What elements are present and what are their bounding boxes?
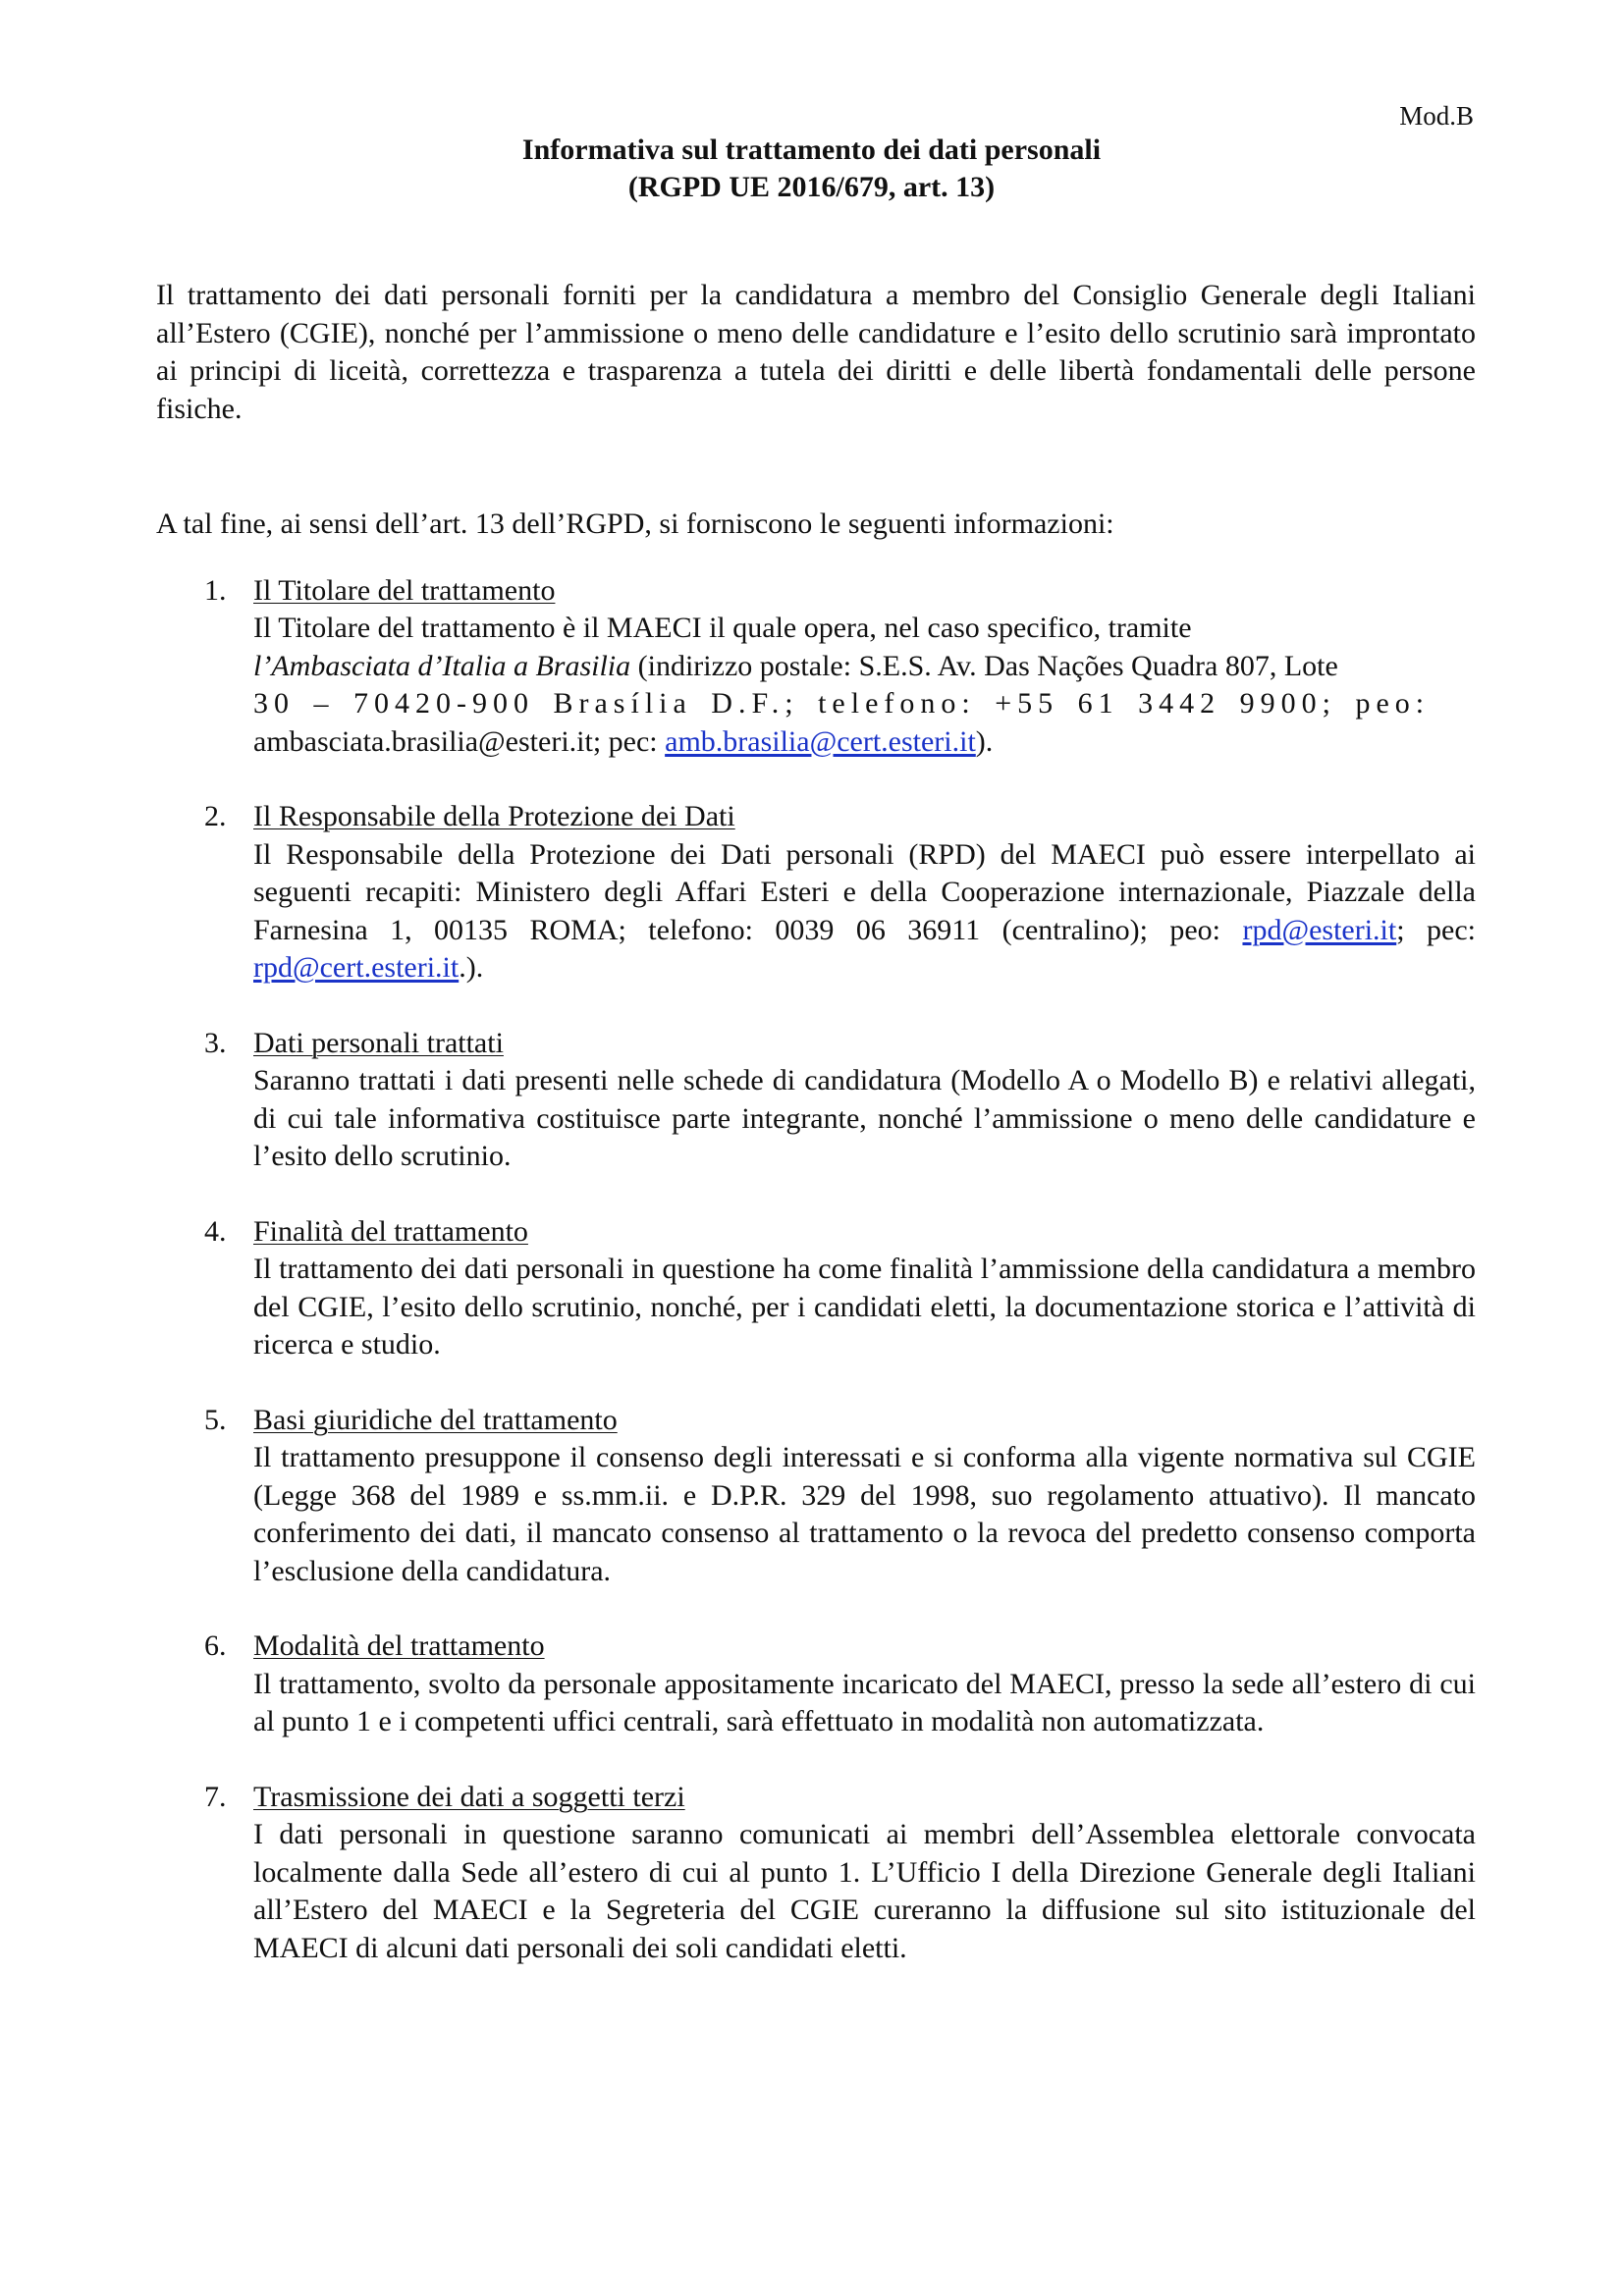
section-text-part: ambasciata.brasilia@esteri.it; pec: [253, 724, 666, 758]
document-body [156, 277, 1476, 2004]
section-number: 5. [204, 1403, 227, 1436]
section-text: Il trattamento presuppone il consenso degli interessati e si conforma alla vigente normativa sul CGIE (Legge 368 del 1989 e ss.mm.ii. e D.P.R. 329 del 1998, suo regolamento attuativo). Il mancato conferimento dei dati, il mancato consenso al trattamento o la revoca del predetto consenso comporta l’esclusione della candidatura. [253, 1441, 1476, 1587]
section-heading: Finalità del trattamento [253, 1214, 528, 1248]
section-finalita [156, 1213, 1476, 1364]
pec-email-link[interactable]: amb.brasilia@cert.esteri.it [665, 724, 976, 758]
document-title [0, 132, 1623, 206]
embassy-name: l’Ambasciata d’Italia a Brasilia [253, 649, 631, 682]
section-number: 6. [204, 1629, 227, 1662]
section-text: Il trattamento dei dati personali in questione ha come finalità l’ammissione della candidatura a membro del CGIE, l’esito dello scrutinio, nonché, per i candidati eletti, la documentazione storica e l’attività di ricerca e studio. [253, 1253, 1476, 1361]
section-heading: Trasmissione dei dati a soggetti terzi [253, 1780, 685, 1813]
section-number: 2. [204, 800, 227, 832]
section-text-part: ; pec: [1396, 913, 1476, 946]
section-number: 4. [204, 1214, 227, 1248]
section-titolare [156, 572, 1476, 762]
section-number: 7. [204, 1780, 227, 1813]
section-number: 3. [204, 1026, 227, 1059]
section-text [253, 836, 1476, 988]
section-heading: Basi giuridiche del trattamento [253, 1403, 618, 1436]
sections-list [156, 572, 1476, 1968]
intro-lead-in: A tal fine, ai sensi dell’art. 13 dell’RGPD, si forniscono le seguenti informazioni: [156, 507, 1114, 540]
section-heading: Il Responsabile della Protezione dei Dati [253, 800, 735, 832]
section-text-part: ). [975, 724, 994, 758]
section-text-part: Il Titolare del trattamento è il MAECI il quale opera, nel caso specifico, tramite [253, 612, 1192, 644]
section-text [253, 610, 1476, 761]
section-heading: Il Titolare del trattamento [253, 573, 556, 607]
section-text-part: .). [459, 951, 484, 984]
title-line-1: Informativa sul trattamento dei dati personali [521, 133, 1102, 166]
section-text-part: (indirizzo postale: S.E.S. Av. Das Nações Quadra 807, Lote [630, 649, 1338, 682]
intro-paragraph: Il trattamento dei dati personali forniti per la candidatura a membro del Consiglio Generale degli Italiani all’Estero (CGIE), nonché per l’ammissione o meno delle candidature e l’esito dello scrutinio sarà improntato ai principi di liceità, correttezza e trasparenza a tutela dei diritti e delle libertà fondamentali delle persone fisiche. [156, 279, 1476, 425]
section-rpd [156, 798, 1476, 988]
peo-email-link[interactable]: rpd@esteri.it [1242, 913, 1397, 946]
section-dati-trattati [156, 1025, 1476, 1176]
pec-email-link[interactable]: rpd@cert.esteri.it [253, 951, 460, 984]
section-text: Il trattamento, svolto da personale appositamente incaricato del MAECI, presso la sede all’estero di cui al punto 1 e i competenti uffici centrali, sarà effettuato in modalità non automatizzata. [253, 1667, 1476, 1737]
section-trasmissione [156, 1779, 1476, 1968]
section-modalita [156, 1628, 1476, 1741]
section-text-part: 30 – 70420-900 Brasília D.F.; telefono: +55 61 3442 9900; peo: [253, 687, 1431, 720]
section-heading: Modalità del trattamento [253, 1629, 545, 1662]
section-text: I dati personali in questione saranno comunicati ai membri dell’Assemblea elettorale convocata localmente dalla Sede all’estero di cui al punto 1. L’Ufficio I della Direzione Generale degli Italiani all’Estero del MAECI e la Segreteria del CGIE cureranno la diffusione sul sito istituzionale del MAECI di alcuni dati personali dei soli candidati eletti. [253, 1818, 1476, 1964]
section-basi-giuridiche [156, 1402, 1476, 1591]
section-text: Saranno trattati i dati presenti nelle schede di candidatura (Modello A o Modello B) e relativi allegati, di cui tale informativa costituisce parte integrante, nonché l’ammissione o meno delle candidature e l’esito dello scrutinio. [253, 1064, 1476, 1172]
section-heading: Dati personali trattati [253, 1026, 504, 1059]
section-number: 1. [204, 573, 227, 607]
section-text-part: Il Responsabile della Protezione dei Dati personali (RPD) del MAECI può essere interpellato ai seguenti recapiti: Ministero degli Affari Esteri e della Cooperazione internazionale, Piazzale della Farnesina 1, 00135 ROMA; telefono: 0039 06 36911 (centralino); peo: [253, 837, 1476, 946]
title-line-2: (RGPD UE 2016/679, art. 13) [627, 171, 996, 203]
form-code: Mod.B [1399, 101, 1474, 131]
